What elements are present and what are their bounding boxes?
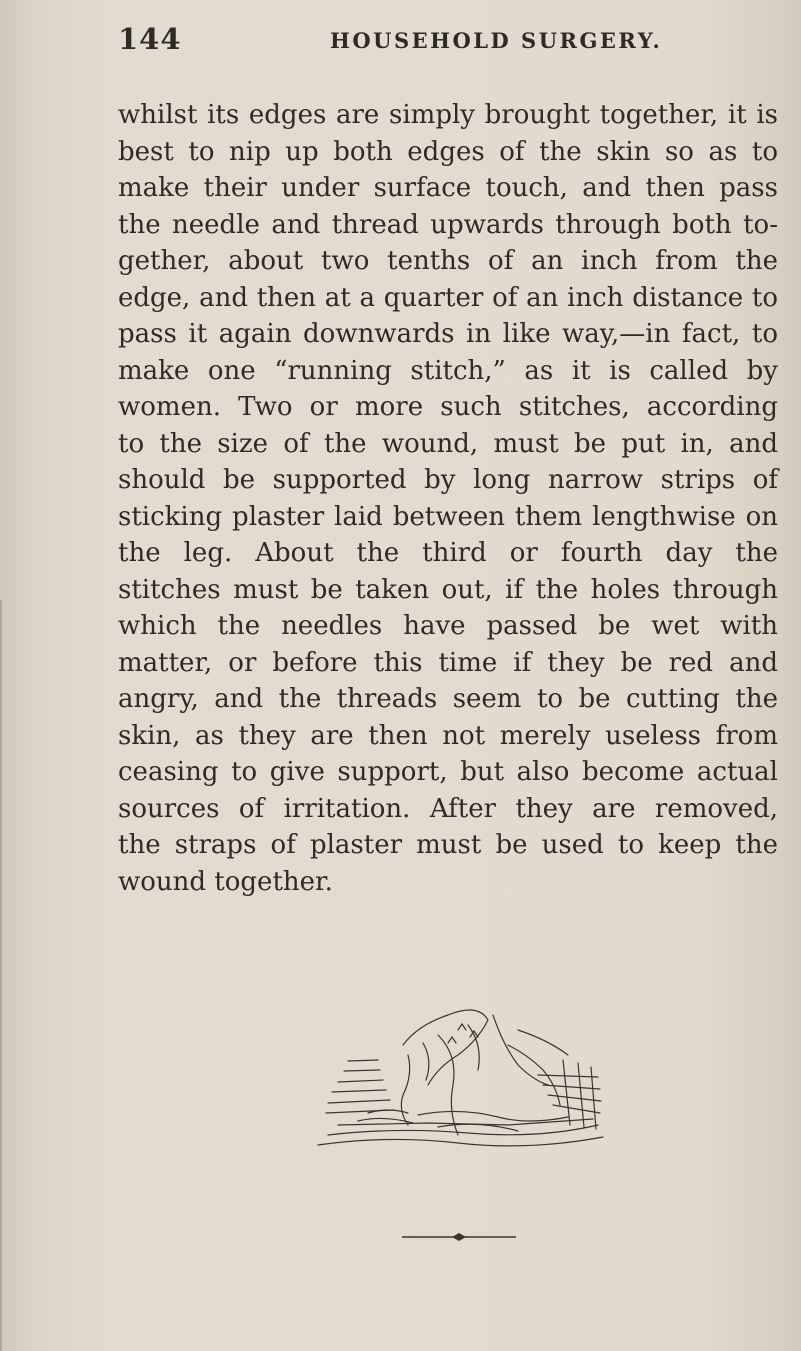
diamond-rule-icon <box>400 1232 518 1242</box>
running-head: HOUSEHOLD SURGERY. <box>330 28 663 53</box>
page-number: 144 <box>118 22 182 56</box>
text-line: pass it again downwards in like way,—in fact, to <box>118 319 778 349</box>
text-line: the needle and thread upwards through both to- <box>118 209 778 240</box>
text-line: make one “running stitch,” as it is called by <box>118 355 778 386</box>
text-line: angry, and the threads seem to be cutting the <box>118 684 778 714</box>
text-line: stitches must be taken out, if the holes through <box>118 574 778 605</box>
text-line: the straps of plaster must be used to keep the <box>118 830 778 860</box>
text-line: sticking plaster laid between them lengthwise on <box>118 501 778 532</box>
text-line: should be supported by long narrow strips of <box>118 465 778 495</box>
text-line: matter, or before this time if they be red and <box>118 647 778 678</box>
text-line: make their under surface touch, and then pass <box>118 173 778 203</box>
text-line: sources of irritation. After they are removed, <box>118 793 778 824</box>
text-line: which the needles have passed be wet with <box>118 611 778 641</box>
text-line: best to nip up both edges of the skin so as to <box>118 136 778 167</box>
text-line: whilst its edges are simply brought together, it is <box>118 100 778 130</box>
body-paragraph <box>118 97 778 900</box>
page-edge-shadow <box>0 600 2 1351</box>
text-line: the leg. About the third or fourth day the <box>118 538 778 568</box>
page-header <box>118 22 678 62</box>
text-line: skin, as they are then not merely useless from <box>118 720 778 751</box>
text-line: wound together. <box>118 866 333 897</box>
landscape-vignette-icon <box>308 985 608 1155</box>
text-line: to the size of the wound, must be put in, and <box>118 428 778 459</box>
text-line: edge, and then at a quarter of an inch distance to <box>118 282 778 313</box>
text-line: women. Two or more such stitches, according <box>118 392 778 422</box>
text-line: gether, about two tenths of an inch from the <box>118 246 778 276</box>
text-line: ceasing to give support, but also become actual <box>118 757 778 787</box>
